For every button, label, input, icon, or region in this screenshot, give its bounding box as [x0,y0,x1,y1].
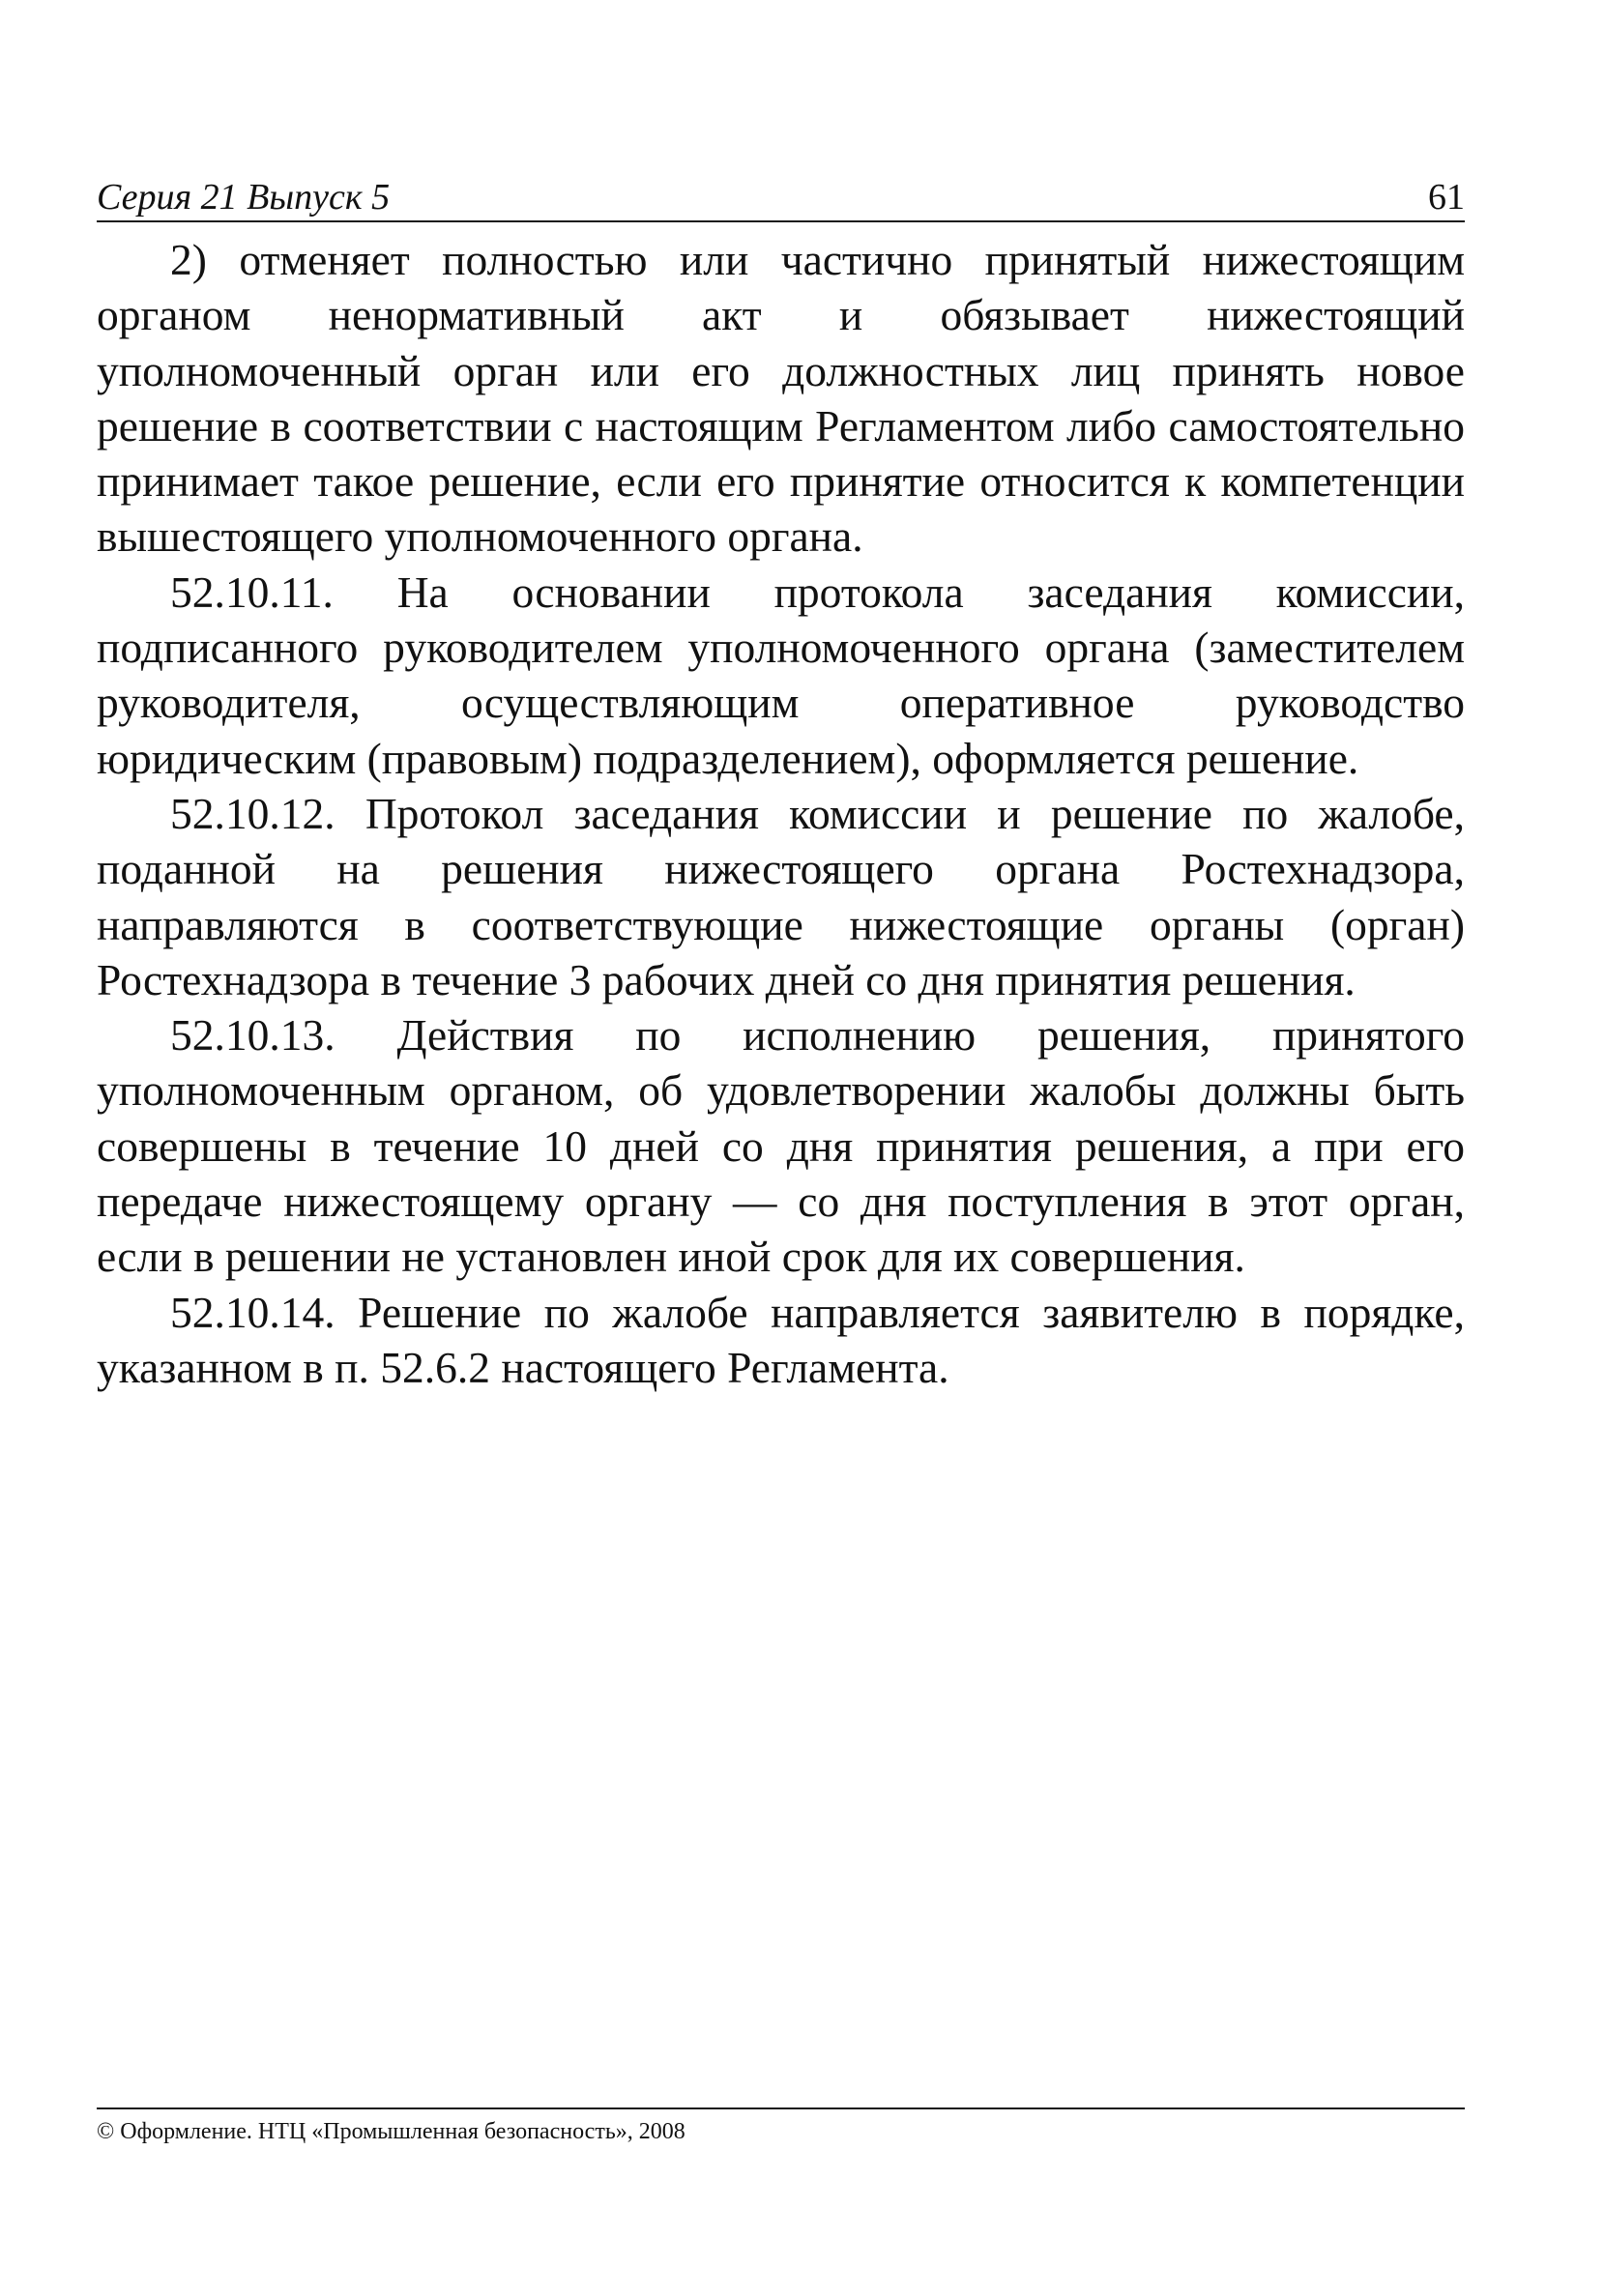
paragraph: 52.10.12. Протокол заседания комиссии и решение по жалобе, поданной на решения нижестоящего органа Ростехнадзора, направляются в соответствующие нижестоящие органы (орган) Ростехнадзора в течение 3 рабочих дней со дня принятия решения. [97,788,1465,1004]
page-footer [97,2107,1465,2146]
paragraph: 52.10.11. На основании протокола заседания комиссии, подписанного руководителем уполномоченного органа (заместителем руководителя, осуществляющим оперативное руководство юридическим (правовым) подразделением), оформляется решение. [97,567,1465,783]
body-text [97,232,1465,1395]
page-number: 61 [1428,177,1465,218]
paragraph: 52.10.13. Действия по исполнению решения, принятого уполномоченным органом, об удовлетворении жалобы должны быть совершены в течение 10 дней со дня принятия решения, а при его передаче нижестоящему органу — со дня поступления в этот орган, если в решении не установлен иной срок для их совершения. [97,1010,1465,1282]
copyright-notice: © Оформление. НТЦ «Промышленная безопасность», 2008 [97,2119,685,2144]
paragraph: 52.10.14. Решение по жалобе направляется заявителю в порядке, указанном в п. 52.6.2 настоящего Регламента. [97,1287,1465,1392]
series-title: Серия 21 Выпуск 5 [97,177,391,218]
paragraph: 2) отменяет полностью или частично принятый нижестоящим органом ненормативный акт и обязывает нижестоящий уполномоченный орган или его должностных лиц принять новое решение в соответствии с настоящим Регламентом либо самостоятельно принимает такое решение, если его принятие относится к компетенции вышестоящего уполномоченного органа. [97,235,1465,562]
page-header [97,172,1465,222]
